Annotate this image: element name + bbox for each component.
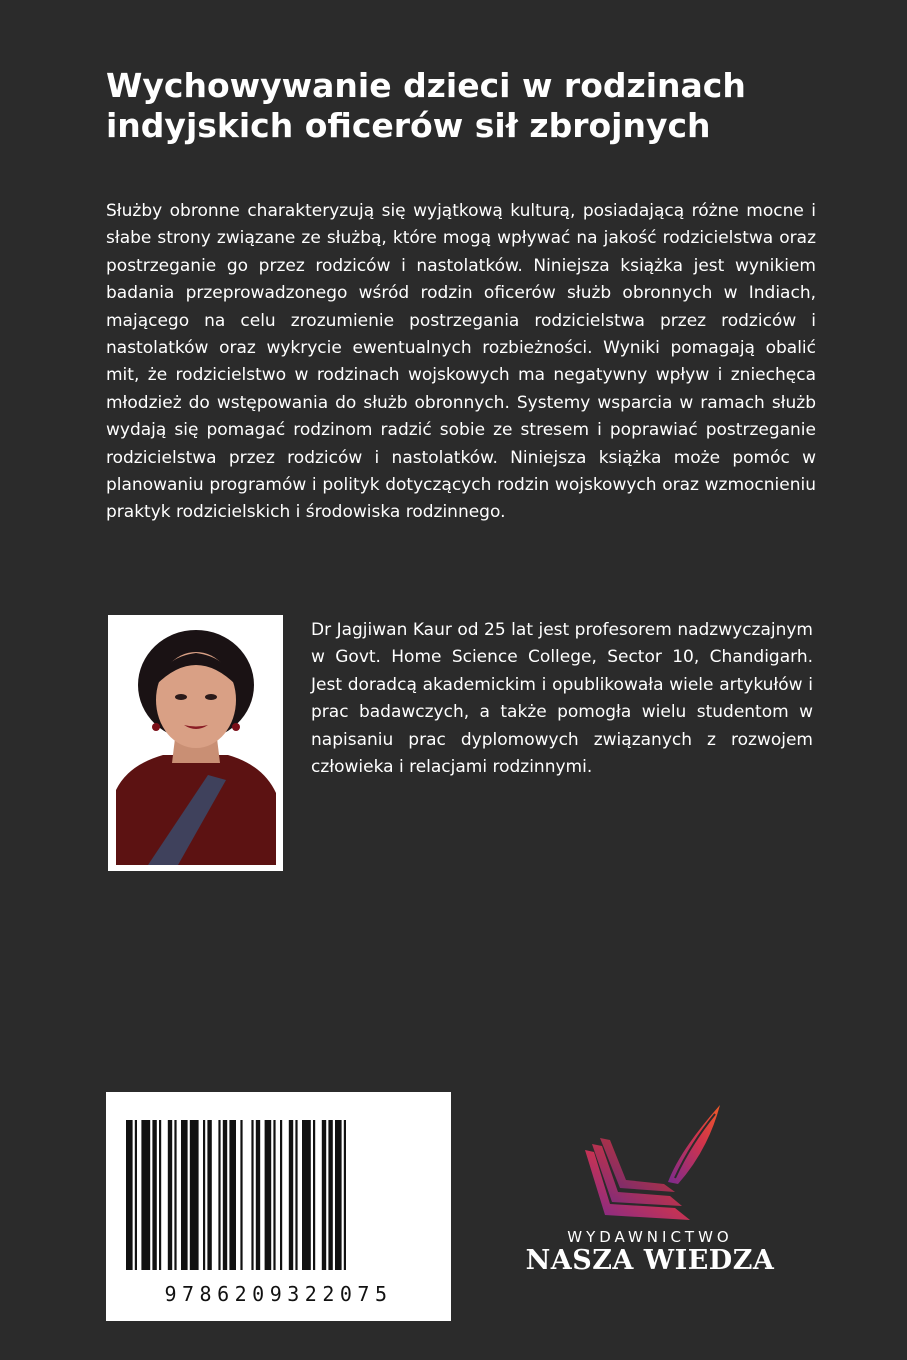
barcode-bar [190,1120,199,1270]
barcode-bar [141,1120,150,1270]
barcode-bar [203,1120,205,1270]
publisher-name: NASZA WIEDZA [525,1245,775,1276]
barcode-bar [295,1120,297,1270]
author-portrait-icon [108,615,283,871]
author-photo [108,615,283,871]
barcode-bar [207,1120,211,1270]
barcode-bar [174,1120,176,1270]
barcode-bar [126,1120,133,1270]
isbn-barcode [106,1092,451,1321]
barcode-bar [328,1120,332,1270]
barcode-bar [168,1120,172,1270]
barcode-bar [322,1120,326,1270]
barcode-bar [335,1120,342,1270]
barcode-bar [273,1120,275,1270]
quill-and-books-icon [580,1100,730,1225]
barcode-bar [302,1120,311,1270]
barcode-bar [229,1120,236,1270]
barcode-bar [159,1120,161,1270]
barcode-bar [344,1120,346,1270]
barcode-bar [181,1120,188,1270]
barcode-bar [289,1120,293,1270]
barcode-bar [256,1120,260,1270]
barcode-bars [106,1092,451,1277]
book-description: Służby obronne charakteryzują się wyjątkową kulturą, posiadającą różne mocne i słabe strony związane ze służbą, które mogą wpływać na jakość rodzicielstwa oraz postrzeganie go przez rodziców i nastolatków. Niniejsza książka jest wynikiem badania przeprowadzonego wśród rodzin oficerów służb obronnych w Indiach, mającego na celu zrozumienie postrzegania rodzicielstwa przez rodziców i nastolatków oraz wykrycie ewentualnych rozbieżności. Wyniki pomagają obalić mit, że rodzicielstwo w rodzinach wojskowych ma negatywny wpływ i zniechęca młodzież do wstępowania do służb obronnych. Systemy wsparcia w ramach służb wydają się pomagać rodzinom radzić sobie ze stresem i poprawiać postrzeganie rodzicielstwa przez rodziców i nastolatków. Niniejsza książka może pomóc w planowaniu programów i polityk dotyczących rodzin wojskowych oraz wzmocnieniu praktyk rodzicielskich i środowiska rodzinnego. [106,201,816,523]
barcode-bar [313,1120,315,1270]
barcode-bar [251,1120,253,1270]
barcode-bar [265,1120,272,1270]
barcode-bar [223,1120,227,1270]
barcode-bar [280,1120,282,1270]
publisher-label: WYDAWNICTWO [567,1228,733,1246]
book-title: Wychowywanie dzieci w rodzinach indyjskich oficerów sił zbrojnych [106,66,746,145]
barcode-bar [240,1120,242,1270]
barcode-bar [218,1120,220,1270]
barcode-bar [152,1120,156,1270]
author-bio: Dr Jagjiwan Kaur od 25 lat jest profesorem nadzwyczajnym w Govt. Home Science College, Sector 10, Chandigarh. Jest doradcą akademickim i opublikowała wiele artykułów i prac badawczych, a także pomogła wielu studentom w napisaniu prac dyplomowych związanych z rozwojem człowieka i relacjami rodzinnymi. [311,620,813,778]
barcode-digits: 9786209322075 [164,1282,393,1306]
barcode-bar [135,1120,137,1270]
